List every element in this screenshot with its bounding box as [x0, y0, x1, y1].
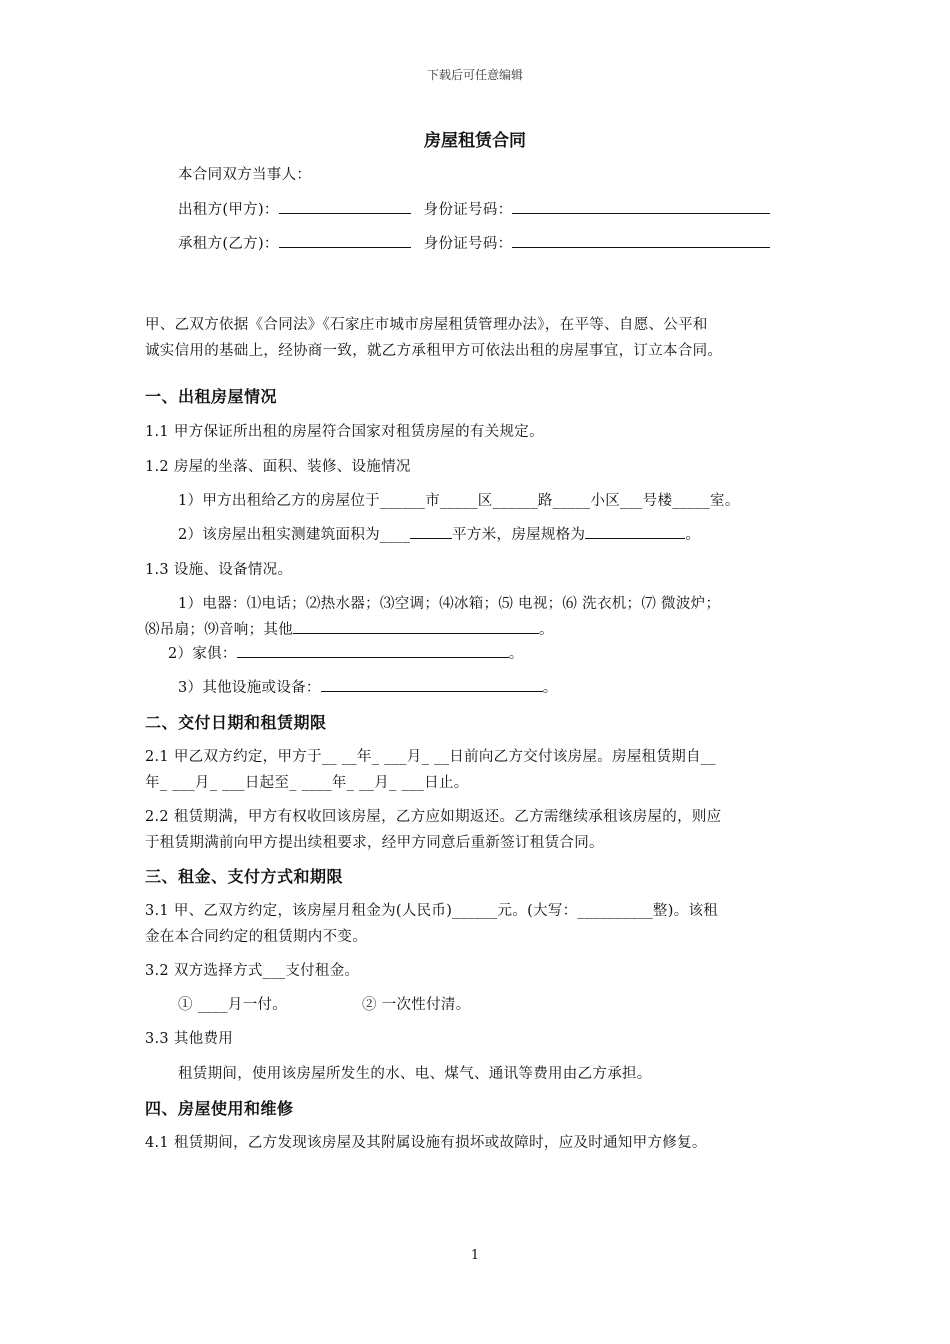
other-facilities-period: 。 [542, 680, 558, 696]
clause-1-3-furniture [168, 642, 524, 663]
lessor-label: 出租方(甲方)： [178, 202, 279, 218]
section-2-heading: 二、交付日期和租赁期限 [145, 713, 327, 732]
clause-1-2: 1.2 房屋的坐落、面积、装修、设施情况 [145, 459, 411, 475]
clause-2-2-line-1: 2.2 租赁期满，甲方有权收回该房屋，乙方应如期返还。乙方需继续承租该房屋的，则应 [145, 809, 722, 825]
page-header: 下载后可任意编辑 [426, 68, 523, 82]
section-4-heading: 四、房屋使用和维修 [145, 1099, 294, 1118]
clause-2-1-line-1: 2.1 甲乙双方约定，甲方于__ __年_ ___月_ __日前向乙方交付该房屋。房屋租赁期自__ [145, 749, 716, 765]
lessee-label: 承租方(乙方)： [178, 236, 279, 252]
lessee-row [178, 232, 770, 253]
other-facilities-label: 3）其他设施或设备： [178, 680, 321, 696]
appliances-period: 。 [539, 622, 554, 638]
furniture-period: 。 [508, 646, 524, 662]
preamble-line-2: 诚实信用的基础上，经协商一致，就乙方承租甲方可依法出租的房屋事宜，订立本合同。 [145, 343, 723, 359]
clause-1-3-other-facilities [178, 676, 558, 697]
payment-option-1: ① ____月一付。 [178, 997, 288, 1013]
clause-1-3-appliances-line-2 [145, 618, 554, 639]
appliances-other-label: ⑻吊扇；⑼音响；其他 [145, 622, 293, 638]
preamble-line-1: 甲、乙双方依据《合同法》《石家庄市城市房屋租赁管理办法》，在平等、自愿、公平和 [145, 317, 708, 333]
room-spec-field[interactable] [585, 524, 685, 539]
lessee-id-label: 身份证号码： [423, 236, 513, 252]
clause-1-2-location: 1）甲方出租给乙方的房屋位于______市_____区______路_____小区___号楼_____室。 [178, 493, 740, 509]
section-1-heading: 一、出租房屋情况 [145, 387, 278, 406]
lessee-id-field[interactable] [512, 233, 770, 248]
clause-2-1-line-2: 年_ ___月_ ___日起至_ ____年_ __月_ ___日止。 [145, 775, 469, 791]
clause-3-3: 3.3 其他费用 [145, 1031, 234, 1047]
document-title: 房屋租赁合同 [424, 131, 526, 151]
clause-3-1-line-2: 金在本合同约定的租赁期内不变。 [145, 929, 367, 945]
lessor-row [178, 198, 770, 219]
clause-3-2: 3.2 双方选择方式___支付租金。 [145, 963, 360, 979]
area-end: 。 [685, 527, 701, 543]
area-field[interactable] [410, 524, 452, 539]
lessor-id-label: 身份证号码： [423, 202, 513, 218]
clause-1-3: 1.3 设施、设备情况。 [145, 562, 293, 578]
clause-2-2-line-2: 于租赁期满前向甲方提出续租要求，经甲方同意后重新签订租赁合同。 [145, 835, 604, 851]
clause-1-1: 1.1 甲方保证所出租的房屋符合国家对租赁房屋的有关规定。 [145, 424, 544, 440]
clause-1-3-appliances-line-1: 1）电器：⑴电话；⑵热水器；⑶空调；⑷冰箱；⑸ 电视；⑹ 洗衣机；⑺ 微波炉； [178, 596, 721, 612]
clause-1-2-area [178, 523, 700, 544]
clause-3-3-text: 租赁期间，使用该房屋所发生的水、电、煤气、通讯等费用由乙方承担。 [178, 1066, 652, 1082]
area-prefix: 2）该房屋出租实测建筑面积为____ [178, 527, 411, 543]
area-middle: 平方米，房屋规格为 [452, 527, 586, 543]
section-3-heading: 三、租金、支付方式和期限 [145, 867, 344, 886]
lessor-id-field[interactable] [512, 199, 770, 214]
clause-3-1-line-1: 3.1 甲、乙双方约定，该房屋月租金为(人民币)______元。(大写：__________整)。该租 [145, 903, 719, 919]
appliances-other-field[interactable] [293, 619, 539, 634]
furniture-label: 2）家俱： [168, 646, 237, 662]
furniture-field[interactable] [237, 643, 509, 658]
other-facilities-field[interactable] [321, 677, 543, 692]
page-number: 1 [470, 1248, 480, 1263]
payment-option-2: ② 一次性付清。 [362, 997, 471, 1013]
parties-intro: 本合同双方当事人： [178, 167, 312, 183]
clause-4-1: 4.1 租赁期间，乙方发现该房屋及其附属设施有损坏或故障时，应及时通知甲方修复。 [145, 1135, 707, 1151]
lessor-name-field[interactable] [279, 199, 411, 214]
lessee-name-field[interactable] [279, 233, 411, 248]
